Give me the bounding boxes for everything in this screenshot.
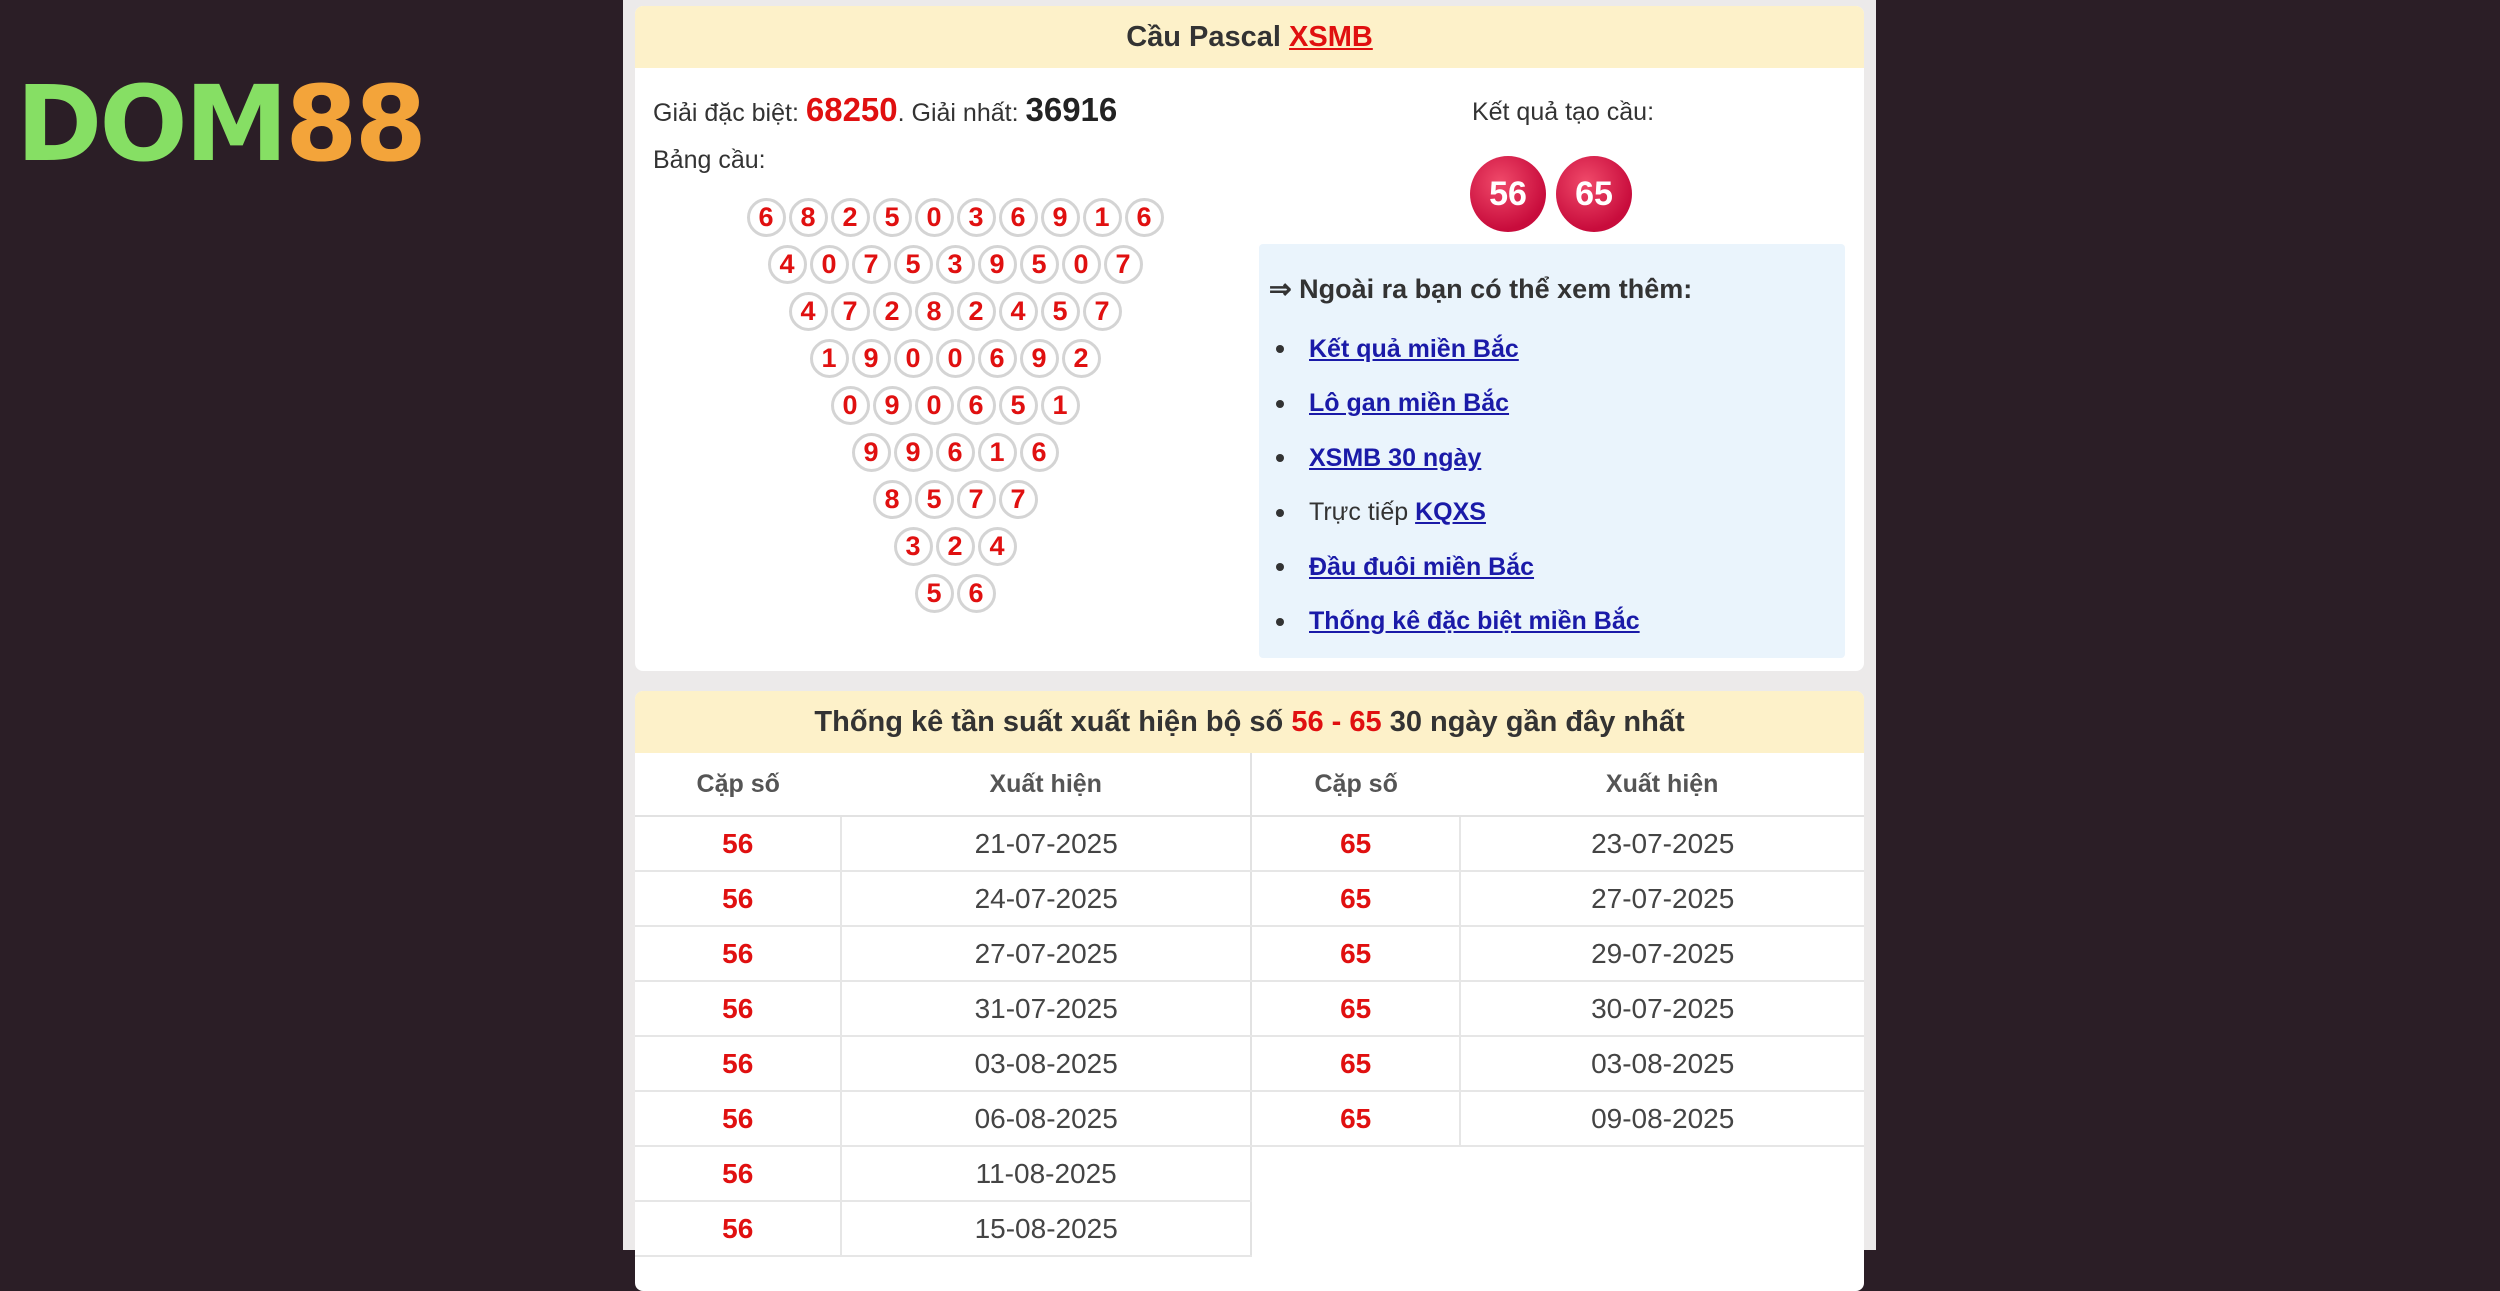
bang-cau-label: Bảng cầu: <box>653 146 766 174</box>
triangle-digit: 6 <box>957 386 996 425</box>
result-ball: 65 <box>1556 156 1632 232</box>
triangle-digit: 3 <box>957 198 996 237</box>
table-row <box>635 816 1864 871</box>
bullet-icon <box>1276 618 1284 626</box>
triangle-digit: 9 <box>978 245 1017 284</box>
see-more-link[interactable]: XSMB 30 ngày <box>1309 443 1482 472</box>
pascal-triangle <box>705 198 1205 621</box>
result-balls <box>1470 156 1632 232</box>
table-row <box>635 1091 1864 1146</box>
xsmb-link[interactable]: XSMB <box>1289 21 1373 53</box>
triangle-digit: 5 <box>999 386 1038 425</box>
date-cell: 21-07-2025 <box>841 816 1251 871</box>
table-row <box>635 926 1864 981</box>
triangle-digit: 2 <box>873 292 912 331</box>
triangle-digit: 6 <box>936 433 975 472</box>
triangle-row <box>705 245 1205 289</box>
triangle-digit: 7 <box>852 245 891 284</box>
bullet-icon <box>1276 563 1284 571</box>
triangle-digit: 9 <box>852 339 891 378</box>
header-pair-right: Cặp số <box>1251 753 1460 816</box>
pair-cell: 56 <box>635 926 841 981</box>
triangle-digit: 7 <box>1083 292 1122 331</box>
triangle-digit: 3 <box>894 527 933 566</box>
empty-cell <box>1251 1201 1460 1256</box>
see-more-link[interactable]: Kết quả miền Bắc <box>1309 334 1519 363</box>
date-cell: 31-07-2025 <box>841 981 1251 1036</box>
triangle-digit: 1 <box>1041 386 1080 425</box>
result-ball: 56 <box>1470 156 1546 232</box>
triangle-digit: 1 <box>810 339 849 378</box>
prize-line <box>653 91 1117 129</box>
date-cell: 11-08-2025 <box>841 1146 1251 1201</box>
triangle-digit: 5 <box>1041 292 1080 331</box>
table-row <box>635 871 1864 926</box>
date-cell: 30-07-2025 <box>1460 981 1864 1036</box>
table-header-row <box>635 753 1864 816</box>
triangle-digit: 2 <box>831 198 870 237</box>
triangle-digit: 0 <box>810 245 849 284</box>
date-cell: 06-08-2025 <box>841 1091 1251 1146</box>
date-cell: 09-08-2025 <box>1460 1091 1864 1146</box>
triangle-digit: 6 <box>978 339 1017 378</box>
triangle-digit: 5 <box>915 574 954 613</box>
pair-cell: 56 <box>635 1036 841 1091</box>
triangle-digit: 3 <box>936 245 975 284</box>
triangle-row <box>705 198 1205 242</box>
triangle-digit: 0 <box>831 386 870 425</box>
date-cell: 03-08-2025 <box>1460 1036 1864 1091</box>
triangle-row <box>705 574 1205 618</box>
triangle-digit: 9 <box>873 386 912 425</box>
frequency-card <box>635 691 1864 1291</box>
pair-cell: 56 <box>635 871 841 926</box>
special-prize-label: Giải đặc biệt: <box>653 99 799 127</box>
bullet-icon <box>1276 400 1284 408</box>
triangle-digit: 6 <box>1125 198 1164 237</box>
empty-cell <box>1251 1146 1460 1201</box>
logo-text-dom: DOM <box>16 63 286 185</box>
see-more-item <box>1269 595 1640 650</box>
triangle-digit: 9 <box>1041 198 1080 237</box>
see-more-prefix: Trực tiếp <box>1309 498 1416 527</box>
see-more-item <box>1269 540 1640 595</box>
triangle-digit: 8 <box>873 480 912 519</box>
table-row <box>635 981 1864 1036</box>
triangle-digit: 4 <box>768 245 807 284</box>
triangle-digit: 2 <box>1062 339 1101 378</box>
date-cell: 15-08-2025 <box>841 1201 1251 1256</box>
header-appear-left: Xuất hiện <box>841 753 1251 816</box>
triangle-digit: 1 <box>978 433 1017 472</box>
date-cell: 03-08-2025 <box>841 1036 1251 1091</box>
see-more-item <box>1269 322 1640 377</box>
triangle-row <box>705 292 1205 336</box>
bullet-icon <box>1276 454 1284 462</box>
table-row <box>635 1201 1864 1256</box>
triangle-digit: 9 <box>1020 339 1059 378</box>
table-row <box>635 1146 1864 1201</box>
date-cell: 29-07-2025 <box>1460 926 1864 981</box>
triangle-digit: 0 <box>915 198 954 237</box>
triangle-row <box>705 433 1205 477</box>
logo-text-88: 88 <box>285 63 424 185</box>
frequency-table <box>635 753 1864 1257</box>
triangle-row <box>705 339 1205 383</box>
triangle-digit: 6 <box>957 574 996 613</box>
dom88-logo[interactable] <box>16 63 424 185</box>
triangle-digit: 7 <box>957 480 996 519</box>
see-more-link[interactable]: Thống kê đặc biệt miền Bắc <box>1309 607 1640 636</box>
frequency-title-prefix: Thống kê tần suất xuất hiện bộ số <box>814 706 1284 738</box>
pair-cell: 65 <box>1251 871 1460 926</box>
bullet-icon <box>1276 345 1284 353</box>
triangle-digit: 7 <box>831 292 870 331</box>
pascal-card <box>635 6 1864 671</box>
date-cell: 27-07-2025 <box>841 926 1251 981</box>
see-more-list <box>1269 322 1640 649</box>
triangle-digit: 5 <box>873 198 912 237</box>
triangle-digit: 7 <box>1104 245 1143 284</box>
pair-cell: 65 <box>1251 1036 1460 1091</box>
pair-cell: 56 <box>635 1146 841 1201</box>
triangle-digit: 0 <box>894 339 933 378</box>
result-label: Kết quả tạo cầu: <box>1471 98 1655 126</box>
see-more-link[interactable]: KQXS <box>1415 498 1486 527</box>
special-prize-value: 68250 <box>805 91 898 128</box>
see-more-item <box>1269 377 1640 432</box>
pair-cell: 56 <box>635 1091 841 1146</box>
triangle-digit: 9 <box>894 433 933 472</box>
triangle-digit: 5 <box>1020 245 1059 284</box>
header-pair-left: Cặp số <box>635 753 841 816</box>
table-row <box>635 1036 1864 1091</box>
empty-cell <box>1460 1146 1864 1201</box>
empty-cell <box>1460 1201 1864 1256</box>
pascal-card-title <box>635 6 1864 68</box>
frequency-card-title <box>635 691 1864 753</box>
triangle-digit: 0 <box>915 386 954 425</box>
triangle-digit: 6 <box>999 198 1038 237</box>
triangle-digit: 6 <box>1020 433 1059 472</box>
triangle-digit: 5 <box>915 480 954 519</box>
triangle-digit: 4 <box>789 292 828 331</box>
triangle-digit: 2 <box>957 292 996 331</box>
main-content <box>623 0 1876 1250</box>
pair-cell: 56 <box>635 816 841 871</box>
triangle-digit: 0 <box>1062 245 1101 284</box>
header-appear-right: Xuất hiện <box>1460 753 1864 816</box>
date-cell: 24-07-2025 <box>841 871 1251 926</box>
see-more-item <box>1269 431 1640 486</box>
triangle-digit: 1 <box>1083 198 1122 237</box>
date-cell: 27-07-2025 <box>1460 871 1864 926</box>
first-prize-label: . Giải nhất: <box>897 99 1019 127</box>
triangle-row <box>705 527 1205 571</box>
triangle-digit: 9 <box>852 433 891 472</box>
pair-cell: 56 <box>635 981 841 1036</box>
triangle-digit: 5 <box>894 245 933 284</box>
pair-cell: 65 <box>1251 926 1460 981</box>
bullet-icon <box>1276 509 1284 517</box>
see-more-box <box>1259 244 1845 658</box>
triangle-row <box>705 386 1205 430</box>
first-prize-value: 36916 <box>1025 91 1118 128</box>
pair-cell: 56 <box>635 1201 841 1256</box>
see-more-link[interactable]: Đầu đuôi miền Bắc <box>1309 552 1535 581</box>
see-more-link[interactable]: Lô gan miền Bắc <box>1309 389 1510 418</box>
triangle-row <box>705 480 1205 524</box>
triangle-digit: 4 <box>978 527 1017 566</box>
see-more-title: ⇒ Ngoài ra bạn có thể xem thêm: <box>1269 274 1693 304</box>
pair-cell: 65 <box>1251 981 1460 1036</box>
triangle-digit: 8 <box>789 198 828 237</box>
triangle-digit: 8 <box>915 292 954 331</box>
see-more-item <box>1269 486 1640 541</box>
frequency-title-suffix: 30 ngày gần đây nhất <box>1389 706 1685 738</box>
triangle-digit: 6 <box>747 198 786 237</box>
pascal-title-text: Cầu Pascal <box>1126 21 1281 53</box>
frequency-title-nums: 56 - 65 <box>1291 706 1382 738</box>
pair-cell: 65 <box>1251 816 1460 871</box>
pair-cell: 65 <box>1251 1091 1460 1146</box>
date-cell: 23-07-2025 <box>1460 816 1864 871</box>
triangle-digit: 0 <box>936 339 975 378</box>
triangle-digit: 7 <box>999 480 1038 519</box>
triangle-digit: 2 <box>936 527 975 566</box>
triangle-digit: 4 <box>999 292 1038 331</box>
